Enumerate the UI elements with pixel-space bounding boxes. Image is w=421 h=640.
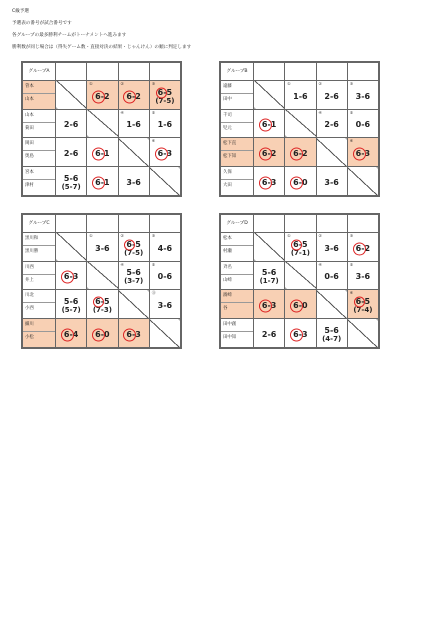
match-score: 1-6 xyxy=(293,91,308,101)
player-name: 岡田 xyxy=(23,138,55,151)
header-cell xyxy=(285,63,316,81)
player-name: 千司 xyxy=(221,110,253,123)
self-match-cell xyxy=(87,109,118,138)
match-cell xyxy=(285,80,316,109)
match-cell xyxy=(56,290,87,319)
player-name: 宮本 xyxy=(23,167,55,180)
player-name: 奥島 xyxy=(25,154,34,160)
match-number: ⑤ xyxy=(151,109,156,115)
match-cell xyxy=(285,290,316,319)
match-score: 0-6 xyxy=(157,272,173,282)
match-score: 1-6 xyxy=(157,120,173,130)
self-match-cell xyxy=(254,80,285,109)
match-score: 3-6 xyxy=(157,301,173,311)
match-number: ③ xyxy=(151,232,156,238)
match-cell xyxy=(87,232,118,261)
match-score: 6-3 xyxy=(355,149,371,159)
header-cell xyxy=(285,215,316,233)
pair-names xyxy=(221,232,254,261)
player-name: 大田 xyxy=(223,183,232,189)
match-score: 2-6 xyxy=(63,120,79,130)
match-cell xyxy=(316,80,347,109)
match-score: 6-3 xyxy=(261,178,277,188)
header-cell xyxy=(118,215,149,233)
match-cell xyxy=(347,290,378,319)
pair-names xyxy=(221,319,254,348)
match-score: 6-4 xyxy=(63,330,79,340)
player-name: 小松 xyxy=(25,335,34,341)
match-score: 5-6 xyxy=(63,297,79,307)
match-cell xyxy=(285,138,316,167)
match-cell xyxy=(254,261,285,290)
match-score: 6-1 xyxy=(95,178,110,188)
header-cell xyxy=(254,63,285,81)
player-name: 田中創 xyxy=(221,319,253,332)
match-number: ④ xyxy=(120,109,124,115)
player-name: 濱崎 xyxy=(221,290,253,303)
match-cell xyxy=(254,167,285,196)
match-cell xyxy=(149,138,180,167)
tiebreak-score: (1-7) xyxy=(259,277,279,286)
match-cell xyxy=(118,232,149,261)
match-score: 3-6 xyxy=(95,243,110,253)
match-cell xyxy=(316,109,347,138)
self-match-cell xyxy=(56,232,87,261)
match-score: 6-5 xyxy=(355,297,371,307)
match-cell xyxy=(347,138,378,167)
match-cell xyxy=(316,319,347,348)
player-name: 久保 xyxy=(221,167,253,180)
pair-names xyxy=(23,261,56,290)
match-number: ③ xyxy=(151,80,156,86)
header-cell xyxy=(56,63,87,81)
player-name: 松下直 xyxy=(221,138,253,151)
match-cell xyxy=(87,167,118,196)
self-match-cell xyxy=(118,290,149,319)
tiebreak-score: (7-4) xyxy=(353,306,373,315)
group-title: グループB xyxy=(221,63,254,81)
match-number: ④ xyxy=(120,261,124,267)
player-name: 村瀬 xyxy=(223,248,232,254)
match-cell xyxy=(87,319,118,348)
pair-names xyxy=(221,167,254,196)
match-number: ⑪ xyxy=(151,290,156,296)
group-b-table xyxy=(219,61,380,197)
match-score: 6-1 xyxy=(95,149,110,159)
match-score: 5-6 xyxy=(261,268,277,278)
match-number: ⑥ xyxy=(349,138,354,144)
match-cell xyxy=(254,290,285,319)
tiebreak-score: (7-5) xyxy=(124,248,144,257)
player-name: 斉名 xyxy=(221,262,253,275)
header-cell xyxy=(347,63,378,81)
pair-names xyxy=(221,80,254,109)
match-number: ④ xyxy=(318,109,322,115)
header-cell xyxy=(316,215,347,233)
player-name: 遠藤 xyxy=(221,81,253,94)
group-d-table xyxy=(219,213,380,349)
pair-names xyxy=(23,109,56,138)
player-name: 菅本 xyxy=(23,81,55,94)
match-cell xyxy=(347,80,378,109)
group-title: グループC xyxy=(23,215,56,233)
self-match-cell xyxy=(347,167,378,196)
match-score: 6-1 xyxy=(261,120,277,130)
match-number: ① xyxy=(287,80,291,86)
match-score: 3-6 xyxy=(324,243,339,253)
player-name: 井上 xyxy=(25,277,34,283)
self-match-cell xyxy=(347,319,378,348)
match-score: 6-3 xyxy=(157,149,173,159)
self-match-cell xyxy=(149,319,180,348)
match-score: 6-3 xyxy=(63,272,79,282)
player-name: 谷 xyxy=(223,306,228,312)
match-score: 6-2 xyxy=(95,91,110,101)
match-number: ① xyxy=(89,232,93,238)
pair-names xyxy=(23,138,56,167)
match-number: ③ xyxy=(349,80,354,86)
pair-names xyxy=(23,319,56,348)
match-score: 2-6 xyxy=(324,91,339,101)
header-line-4: 勝利数が同じ場合は（得失ゲーム数・直接対決の結果・じゃんけん）の順に判定します xyxy=(12,45,192,50)
match-cell xyxy=(56,261,87,290)
match-score: 4-6 xyxy=(157,243,173,253)
match-number: ② xyxy=(318,232,322,238)
match-cell xyxy=(149,80,180,109)
match-number: ⑤ xyxy=(151,261,156,267)
group-title: グループD xyxy=(221,215,254,233)
pair-names xyxy=(23,290,56,319)
player-name: 田中 xyxy=(223,96,232,102)
match-number: ⑤ xyxy=(349,261,354,267)
pair-names xyxy=(221,138,254,167)
player-name: 細川 xyxy=(23,319,55,332)
self-match-cell xyxy=(285,109,316,138)
match-cell xyxy=(149,290,180,319)
group-title: グループA xyxy=(23,63,56,81)
pair-names xyxy=(221,109,254,138)
match-number: ⑤ xyxy=(349,109,354,115)
match-cell xyxy=(118,319,149,348)
match-cell xyxy=(254,319,285,348)
match-score: 1-6 xyxy=(126,120,141,130)
match-cell xyxy=(285,167,316,196)
match-cell xyxy=(347,261,378,290)
match-score: 3-6 xyxy=(126,178,141,188)
tiebreak-score: (5-7) xyxy=(61,183,81,192)
player-name: 田中知 xyxy=(223,335,237,341)
self-match-cell xyxy=(87,261,118,290)
player-name: 黒川勝 xyxy=(25,248,39,254)
match-score: 5-6 xyxy=(126,268,141,278)
match-score: 6-0 xyxy=(293,301,308,311)
match-cell xyxy=(254,138,285,167)
player-name: 川西 xyxy=(23,262,55,275)
match-score: 0-6 xyxy=(324,272,339,282)
header-cell xyxy=(149,63,180,81)
header-cell xyxy=(87,63,118,81)
self-match-cell xyxy=(56,80,87,109)
match-cell xyxy=(149,261,180,290)
match-score: 6-2 xyxy=(126,91,141,101)
player-name: 津村 xyxy=(25,183,34,189)
match-cell xyxy=(118,261,149,290)
match-cell xyxy=(87,80,118,109)
tiebreak-score: (7-3) xyxy=(92,306,112,315)
header-line-1: C級予選 xyxy=(12,9,29,14)
match-number: ④ xyxy=(318,261,322,267)
header-cell xyxy=(254,215,285,233)
match-cell xyxy=(316,167,347,196)
match-score: 2-6 xyxy=(324,120,339,130)
self-match-cell xyxy=(285,261,316,290)
header-cell xyxy=(316,63,347,81)
self-match-cell xyxy=(149,167,180,196)
match-cell xyxy=(118,80,149,109)
match-score: 0-6 xyxy=(355,120,371,130)
self-match-cell xyxy=(118,138,149,167)
match-number: ⑥ xyxy=(349,290,354,296)
player-name: 松本 xyxy=(221,233,253,246)
match-cell xyxy=(87,290,118,319)
header-cell xyxy=(118,63,149,81)
match-cell xyxy=(316,261,347,290)
player-name: 松下知 xyxy=(223,154,237,160)
group-a-table xyxy=(21,61,182,197)
player-name: 山本 xyxy=(25,96,34,102)
match-cell xyxy=(56,167,87,196)
match-score: 5-6 xyxy=(324,326,339,336)
pair-names xyxy=(23,80,56,109)
match-score: 6-5 xyxy=(95,297,110,307)
match-score: 6-3 xyxy=(126,330,141,340)
pair-names xyxy=(221,290,254,319)
match-cell xyxy=(56,319,87,348)
match-cell xyxy=(285,232,316,261)
match-score: 5-6 xyxy=(63,174,79,184)
match-cell xyxy=(118,109,149,138)
player-name: 川北 xyxy=(23,290,55,303)
pair-names xyxy=(23,167,56,196)
match-score: 6-0 xyxy=(293,178,308,188)
match-score: 6-3 xyxy=(261,301,277,311)
match-number: ① xyxy=(89,80,93,86)
match-number: ① xyxy=(287,232,291,238)
match-number: ⑥ xyxy=(151,138,156,144)
tiebreak-score: (7-5) xyxy=(155,96,175,105)
match-score: 6-0 xyxy=(95,330,110,340)
player-name: 黒川和 xyxy=(23,233,55,246)
tiebreak-score: (3-7) xyxy=(124,277,144,286)
tiebreak-score: (7-1) xyxy=(290,248,310,257)
header-cell xyxy=(347,215,378,233)
match-number: ③ xyxy=(349,232,354,238)
match-score: 6-5 xyxy=(126,239,141,249)
match-score: 2-6 xyxy=(63,149,79,159)
pair-names xyxy=(221,261,254,290)
self-match-cell xyxy=(316,138,347,167)
match-cell xyxy=(118,167,149,196)
group-c-table xyxy=(21,213,182,349)
match-score: 6-2 xyxy=(261,149,277,159)
match-cell xyxy=(285,319,316,348)
match-score: 6-3 xyxy=(293,330,308,340)
player-name: 小西 xyxy=(25,306,34,312)
header-line-2: 予選表の番号が試合番号です xyxy=(12,21,72,26)
match-cell xyxy=(347,232,378,261)
match-cell xyxy=(149,109,180,138)
match-cell xyxy=(87,138,118,167)
match-score: 2-6 xyxy=(261,330,277,340)
player-name: 菊田 xyxy=(25,125,34,131)
match-score: 3-6 xyxy=(355,91,371,101)
player-name: 山崎 xyxy=(223,277,232,283)
match-score: 6-2 xyxy=(293,149,308,159)
match-score: 6-2 xyxy=(355,243,371,253)
match-number: ② xyxy=(120,80,124,86)
match-cell xyxy=(149,232,180,261)
match-cell xyxy=(347,109,378,138)
player-name: 児元 xyxy=(223,125,232,131)
match-cell xyxy=(56,138,87,167)
match-score: 6-5 xyxy=(157,87,173,97)
self-match-cell xyxy=(316,290,347,319)
player-name: 山本 xyxy=(23,110,55,123)
match-number: ② xyxy=(120,232,124,238)
match-score: 3-6 xyxy=(355,272,371,282)
match-number: ② xyxy=(318,80,322,86)
header-cell xyxy=(87,215,118,233)
tiebreak-score: (5-7) xyxy=(61,306,81,315)
match-score: 3-6 xyxy=(324,178,339,188)
self-match-cell xyxy=(254,232,285,261)
header-line-3: 各グループの最多勝利チームがトーナメントへ進みます xyxy=(12,33,127,38)
pair-names xyxy=(23,232,56,261)
header-cell xyxy=(56,215,87,233)
match-cell xyxy=(56,109,87,138)
match-score: 6-5 xyxy=(293,239,308,249)
match-cell xyxy=(316,232,347,261)
header-cell xyxy=(149,215,180,233)
tiebreak-score: (4-7) xyxy=(322,335,342,344)
match-cell xyxy=(254,109,285,138)
